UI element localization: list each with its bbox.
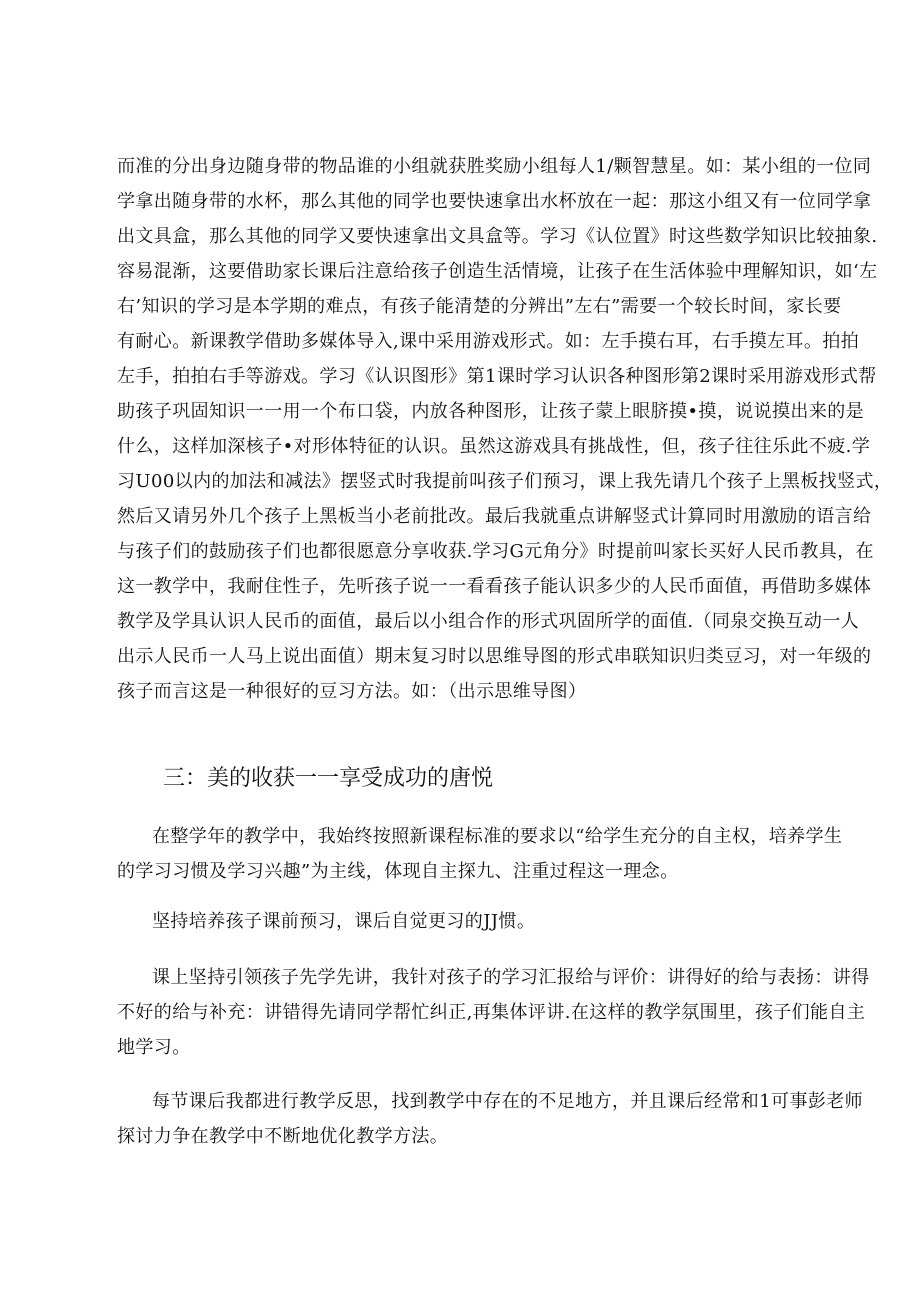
text-line: 与孩子们的鼓励孩子们也都很愿意分享收获.学习G元角分》时提前叫家长买好人民币教具，在 — [117, 541, 874, 562]
text-line: 的学习习惯及学习兴趣”为主线，体现自主探九、注重过程这一理念。 — [117, 861, 679, 882]
text-line: 不好的给与补充：讲错得先请同学帮忙纠正,再集体评讲.在这样的教学氛围里，孩子们能自主 — [117, 1002, 866, 1023]
text-line: 而准的分出身边随身带的物品谁的小组就获胜奖励小组每人1/颗智慧星。如：某小组的一位同 — [117, 156, 872, 177]
text-line: 在整学年的教学中，我始终按照新课程标准的要求以“给学生充分的自主权，培养学生 — [152, 826, 843, 847]
text-line: 容易混渐，这要借助家长课后注意给孩子创造生活情境，让孩子在生活体验中理解知识，如‘左 — [117, 261, 878, 282]
text-line: 出示人民币一人马上说出面值）期末复习时以思维导图的形式串联知识归类豆习，对一年级的 — [117, 646, 872, 667]
text-line: 坚持培养孩子课前预习，课后自觉更习的JJ惯。 — [152, 911, 536, 932]
text-line: 教学及学具认识人民币的面值，最后以小组合作的形式巩固所学的面值.（同泉交换互动一人 — [117, 611, 860, 632]
section-heading: 三：美的收获一一享受成功的唐悦 — [163, 766, 494, 791]
text-line: 学拿出随身带的水杯，那么其他的同学也要快速拿出水杯放在一起：那这小组又有一位同学拿 — [117, 191, 872, 212]
text-line: 课上坚持引领孩子先学先讲，我针对孩子的学习汇报给与评价：讲得好的给与表扬：讲得 — [152, 967, 870, 988]
text-line: 然后又请另外几个孩子上黑板当小老前批改。最后我就重点讲解竖式计算同时用激励的语言给 — [117, 506, 872, 527]
text-line: 这一教学中，我耐住性子，先听孩子说一一看看孩子能认识多少的人民币面值，再借助多媒体 — [117, 576, 872, 597]
text-line: 有耐心。新课教学借助多媒体导入,课中采用游戏形式。如：左手摸右耳，右手摸左耳。拍拍 — [117, 331, 860, 352]
text-line: 右’知识的学习是本学期的难点，有孩子能清楚的分辨出”左右”需要一个较长时间，家长要 — [117, 296, 842, 317]
text-line: 什么，这样加深核子•对形体特征的认识。虽然这游戏具有挑战性，但，孩子往往乐此不疲.学 — [117, 436, 871, 457]
text-line: 出文具盒，那么其他的同学又要快速拿出文具盒等。学习《认位置》时这些数学知识比较抽象. — [117, 226, 878, 247]
text-line: 地学习。 — [117, 1037, 191, 1058]
text-line: 习U00以内的加法和减法》摆竖式时我提前叫孩子们预习，课上我先请几个孩子上黑板找竖式， — [117, 471, 893, 492]
text-line: 孩子而言这是一种很好的豆习方法。如：（出示思维导图） — [117, 681, 587, 702]
text-line: 助孩子巩固知识一一用一个布口袋，内放各种图形，让孩子蒙上眼脐摸•摸，说说摸出来的是 — [117, 401, 865, 422]
text-line: 左手，拍拍右手等游戏。学习《认识图形》第1课时学习认识各种图形第2课时采用游戏形式帮 — [117, 366, 877, 387]
text-line: 每节课后我都进行教学反思，找到教学中存在的不足地方，并且课后经常和1可事彭老师 — [152, 1091, 864, 1112]
text-line: 探讨力争在教学中不断地优化教学方法。 — [117, 1126, 449, 1147]
